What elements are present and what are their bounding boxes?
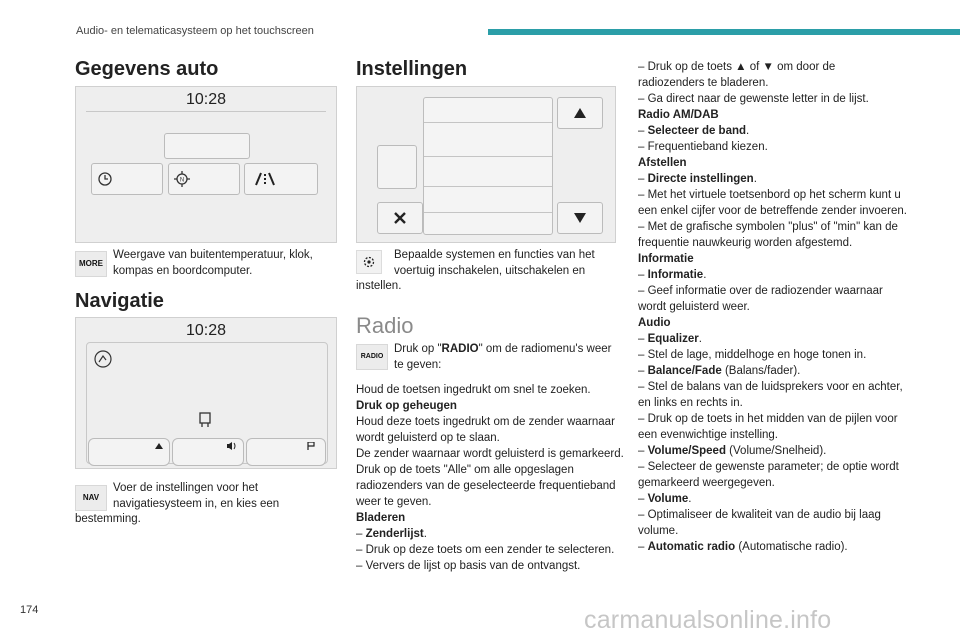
text-line: volume.: [638, 525, 679, 537]
list-divider: [424, 186, 552, 187]
list-divider: [424, 122, 552, 123]
text-span: –: [638, 333, 648, 345]
text-line: [638, 123, 938, 139]
text-line: [638, 331, 938, 347]
text-span: –: [638, 365, 648, 377]
vehicle-data-description: [113, 248, 333, 279]
vehicle-wide-button[interactable]: [164, 133, 250, 159]
triangle-down-icon: [574, 213, 586, 223]
text-line: Houd de toetsen ingedrukt om snel te zoeken.: [356, 384, 591, 396]
text-line: [638, 539, 938, 555]
close-icon: [394, 212, 406, 224]
text-line: radiozenders van de geselecteerde frequentieband: [356, 480, 616, 492]
trip-computer-button[interactable]: [244, 163, 318, 195]
text-line: [638, 171, 938, 187]
text-line: Houd deze toets ingedrukt om de zender waarnaar: [356, 416, 615, 428]
text-line: [356, 526, 626, 542]
text-span: –: [638, 445, 648, 457]
desc-line: voertuig inschakelen, uitschakelen en: [394, 264, 586, 277]
text-line: – Frequentieband kiezen.: [638, 141, 768, 153]
text-line: De zender waarnaar wordt geluisterd is gemarkeerd.: [356, 448, 624, 460]
vehicle-data-screen: [75, 86, 337, 243]
list-divider: [424, 212, 552, 213]
clock-button[interactable]: [91, 163, 163, 195]
flag-icon: [307, 442, 315, 450]
watermark: carmanualsonline.info: [584, 606, 832, 634]
subheading: Druk op geheugen: [356, 400, 457, 412]
text-span: –: [356, 528, 366, 540]
desc-line: instellen.: [356, 280, 402, 292]
text-bold: RADIO: [441, 343, 479, 355]
text-line: weer te geven.: [356, 496, 432, 508]
text-span: (Volume/Snelheid).: [725, 445, 827, 457]
heading-radio: Radio: [356, 313, 414, 338]
destination-icon[interactable]: [198, 412, 212, 428]
text-span: Druk op ": [394, 343, 442, 355]
page-number: 174: [20, 604, 39, 616]
screen-clock: 10:28: [186, 322, 227, 339]
text-line: een enkel cijfer voor de betreffende zender invoeren.: [638, 205, 907, 217]
text-span: –: [638, 173, 648, 185]
running-header: Audio- en telematicasysteem op het touchscreen: [76, 25, 314, 37]
text-line: [638, 491, 938, 507]
text-line: – Geef informatie over de radiozender waarnaar: [638, 285, 883, 297]
text-line: Druk op de toets "Alle" om alle opgeslagen: [356, 464, 574, 476]
text-span: –: [638, 269, 648, 281]
text-line: [638, 267, 938, 283]
settings-left-tile[interactable]: [377, 145, 417, 189]
desc-line: navigatiesysteem in, en kies een: [113, 497, 280, 510]
radio-intro-line: [394, 342, 624, 358]
triangle-up-icon: [574, 108, 586, 118]
text-line: en links en rechts in.: [638, 397, 743, 409]
navigation-screen: [75, 317, 337, 469]
svg-text:N: N: [179, 177, 185, 184]
road-icon: [255, 172, 275, 186]
text-span: .: [746, 125, 750, 137]
text-line: [356, 510, 626, 526]
heading-settings: Instellingen: [356, 58, 468, 80]
nav-arrow-button[interactable]: [88, 438, 170, 466]
radio-settings-instructions: [638, 59, 938, 555]
list-divider: [424, 156, 552, 157]
compass-button[interactable]: [168, 163, 240, 195]
text-bold: Selecteer de band: [647, 125, 747, 137]
desc-line: Bepaalde systemen en functies van het: [394, 249, 595, 261]
subheading: Bladeren: [356, 512, 406, 524]
heading-vehicle-data: Gegevens auto: [75, 58, 219, 80]
radio-badge-icon: [356, 344, 388, 370]
more-badge-label: MORE: [79, 259, 103, 268]
radio-badge-label: RADIO: [360, 353, 384, 360]
compass-icon: [174, 171, 190, 187]
text-line: [638, 107, 938, 123]
text-line: – Met de grafische symbolen "plus" of "min" kan de: [638, 221, 898, 233]
settings-list: [423, 97, 553, 235]
text-line: – Ga direct naar de gewenste letter in de lijst.: [638, 93, 869, 105]
text-span: (Automatische radio).: [735, 541, 848, 553]
text-line: [638, 363, 938, 379]
scroll-down-button[interactable]: [557, 202, 603, 234]
nav-flag-button[interactable]: [246, 438, 326, 466]
text-line: radiozenders te bladeren.: [638, 77, 769, 89]
text-span: .: [698, 333, 702, 345]
text-span: –: [638, 541, 648, 553]
text-line: wordt geluisterd weer.: [638, 301, 750, 313]
text-line: – Druk op de toets ▲ of ▼ om door de: [638, 61, 836, 73]
text-line: een evenwichtige instelling.: [638, 429, 779, 441]
subheading: Afstellen: [638, 157, 687, 169]
text-bold: Equalizer: [647, 333, 699, 345]
text-line: [356, 398, 626, 414]
text-line: gemarkeerd weergegeven.: [638, 477, 775, 489]
text-span: –: [638, 125, 648, 137]
desc-line: Weergave van buitentemperatuur, klok,: [113, 249, 313, 261]
subheading: Informatie: [638, 253, 694, 265]
radio-intro-line: te geven:: [394, 358, 442, 371]
text-line: – Stel de balans van de luidsprekers voor en achter,: [638, 381, 903, 393]
nav-badge-label: NAV: [82, 493, 100, 502]
radio-instructions: [356, 382, 626, 574]
text-line: – Selecteer de gewenste parameter; de optie wordt: [638, 461, 899, 473]
text-span: .: [688, 493, 692, 505]
text-line: – Met het virtuele toetsenbord op het scherm kunt u: [638, 189, 901, 201]
screen-divider: [86, 111, 326, 112]
clock-icon: [98, 172, 112, 186]
text-bold: Volume: [647, 493, 689, 505]
speaker-icon: [227, 442, 237, 450]
text-bold: Balance/Fade: [647, 365, 722, 377]
header-accent-bar: [488, 29, 960, 35]
route-icon[interactable]: [94, 350, 112, 368]
subheading: Audio: [638, 317, 671, 329]
text-line: – Stel de lage, middelhoge en hoge tonen in.: [638, 349, 867, 361]
text-line: [638, 251, 938, 267]
settings-description: [356, 248, 616, 295]
text-bold: Zenderlijst: [365, 528, 424, 540]
text-line: [638, 155, 938, 171]
text-bold: Automatic radio: [647, 541, 736, 553]
close-button[interactable]: [377, 202, 423, 234]
desc-line: Voer de instellingen voor het: [113, 482, 259, 494]
arrow-up-icon: [155, 443, 163, 449]
screen-clock: 10:28: [186, 91, 227, 108]
text-span: .: [753, 173, 757, 185]
desc-line: bestemming.: [75, 513, 141, 525]
settings-screen: [356, 86, 616, 243]
text-span: –: [638, 493, 648, 505]
text-line: – Optimaliseer de kwaliteit van de audio bij laag: [638, 509, 881, 521]
text-span: .: [423, 528, 427, 540]
text-line: [638, 443, 938, 459]
text-span: (Balans/fader).: [721, 365, 801, 377]
text-span: " om de radiomenu's weer: [478, 343, 612, 355]
text-bold: Informatie: [647, 269, 704, 281]
text-line: frequentie nauwkeurig worden afgestemd.: [638, 237, 853, 249]
text-line: – Druk op de toets in het midden van de pijlen voor: [638, 413, 898, 425]
text-line: [638, 315, 938, 331]
text-bold: Volume/Speed: [647, 445, 726, 457]
more-badge-icon: [75, 251, 107, 277]
subheading: Radio AM/DAB: [638, 109, 719, 121]
scroll-up-button[interactable]: [557, 97, 603, 129]
text-bold: Directe instellingen: [647, 173, 754, 185]
desc-line: kompas en boordcomputer.: [113, 264, 253, 277]
navigation-description: [75, 481, 335, 528]
nav-volume-button[interactable]: [172, 438, 244, 466]
text-span: .: [703, 269, 707, 281]
text-line: – Ververs de lijst op basis van de ontvangst.: [356, 560, 581, 572]
text-line: – Druk op deze toets om een zender te selecteren.: [356, 544, 615, 556]
text-line: wordt geluisterd op te slaan.: [356, 432, 500, 444]
heading-navigation: Navigatie: [75, 290, 164, 312]
radio-intro: [394, 342, 624, 373]
